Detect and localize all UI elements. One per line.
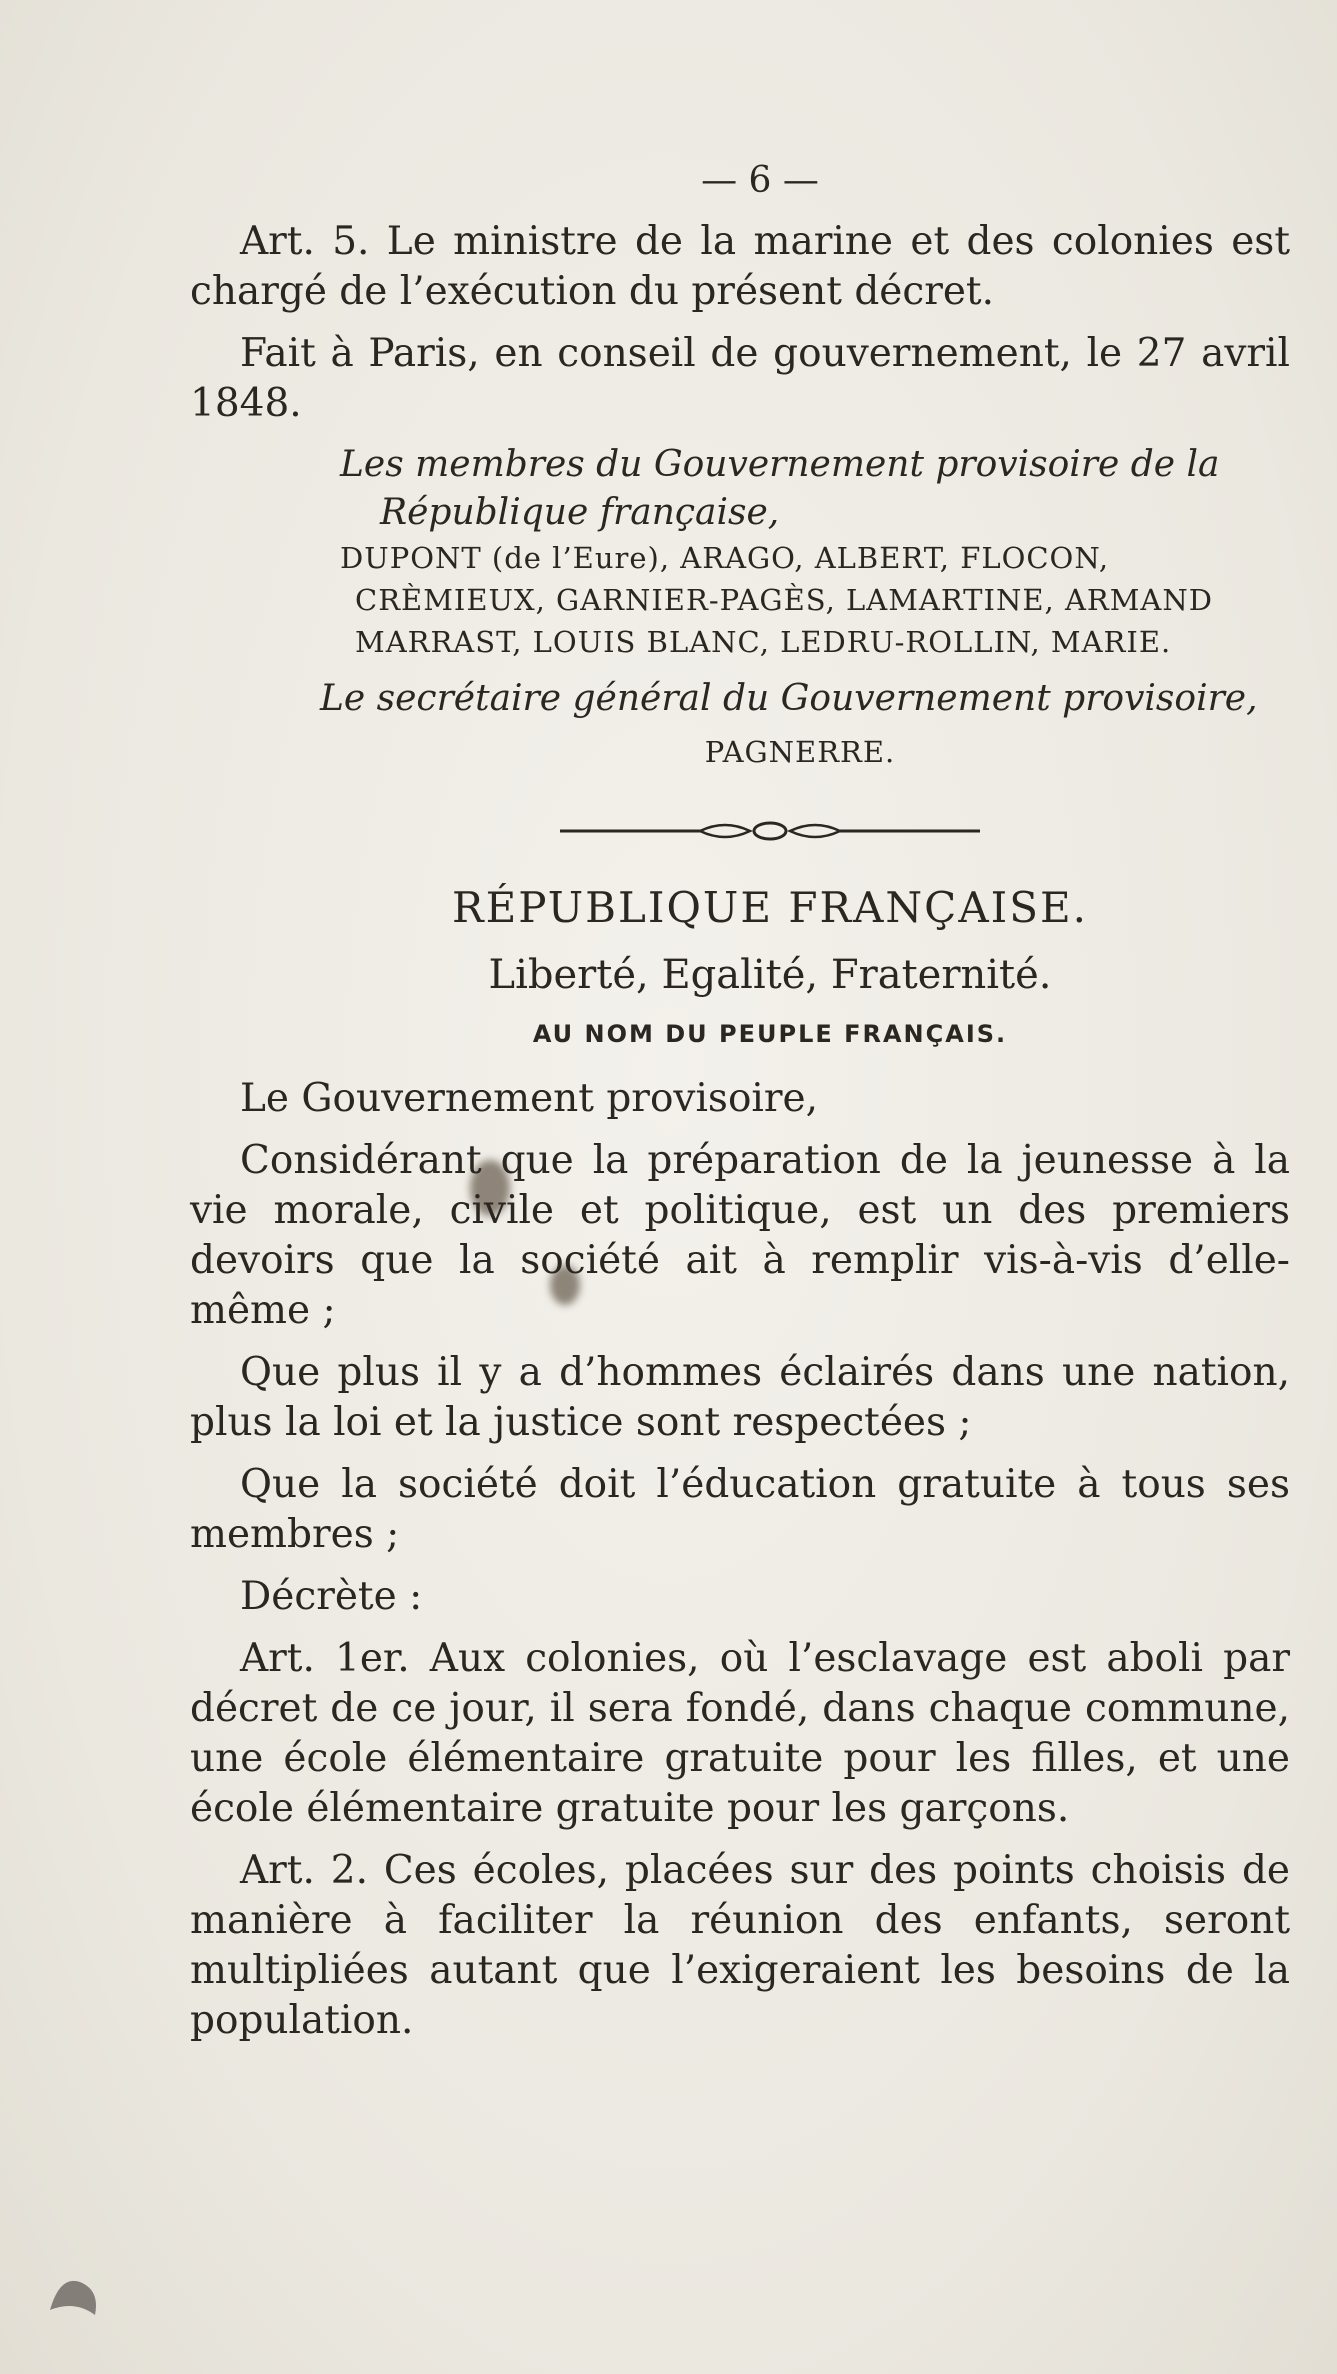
article-2: Art. 2. Ces écoles, placées sur des points choisis de manière à faciliter la réunion des enfants, seront multipliées autant que l’exigeraient les besoins de la population. <box>190 1848 1290 2043</box>
authority-line: AU NOM DU PEUPLE FRANÇAIS. <box>532 1020 1008 1048</box>
consideration-3: Que la société doit l’éducation gratuite à tous ses membres ; <box>190 1462 1290 1557</box>
article-1: Art. 1er. Aux colonies, où l’esclavage est aboli par décret de ce jour, il sera fondé, dans chaque commune, une école élémentaire gratuite pour les filles, et une école élémentaire gratuite pour les garçons. <box>190 1636 1290 1831</box>
paper-damage-mark <box>40 2270 110 2320</box>
article-5: Art. 5. Le ministre de la marine et des colonies est chargé de l’exécution du présent décret. <box>190 219 1290 314</box>
secretary-name: PAGNERRE. <box>704 735 896 769</box>
page-number: — 6 — <box>701 160 819 201</box>
consideration-2: Que plus il y a d’hommes éclairés dans une nation, plus la loi et la justice sont respectées ; <box>190 1350 1290 1445</box>
preamble: Le Gouvernement provisoire, <box>240 1076 819 1121</box>
signatories-line-3: MARRAST, LOUIS BLANC, LEDRU-ROLLIN, MARIE. <box>355 625 1172 659</box>
signatories-line-1: DUPONT (de l’Eure), ARAGO, ALBERT, FLOCON, <box>340 541 1110 575</box>
consideration-1: Considérant que la préparation de la jeunesse à la vie morale, civile et politique, est un des premiers devoirs que la société ait à remplir vis-à-vis d’elle-même ; <box>190 1138 1290 1333</box>
text-column <box>190 160 1290 2046</box>
secretary-line: Le secrétaire général du Gouvernement provisoire, <box>320 678 1258 719</box>
signatories-line-2: CRÈMIEUX, GARNIER-PAGÈS, LAMARTINE, ARMAND <box>355 583 1213 617</box>
signing-place-date: Fait à Paris, en conseil de gouvernement, le 27 avril 1848. <box>190 331 1290 426</box>
ornamental-rule <box>190 819 1290 847</box>
republic-motto: Liberté, Egalité, Fraternité. <box>488 952 1052 998</box>
decree-title: RÉPUBLIQUE FRANÇAISE. <box>451 883 1089 932</box>
signature-intro: Les membres du Gouvernement provisoire de la République française, <box>340 444 1220 533</box>
decrees-word: Décrète : <box>240 1574 423 1619</box>
